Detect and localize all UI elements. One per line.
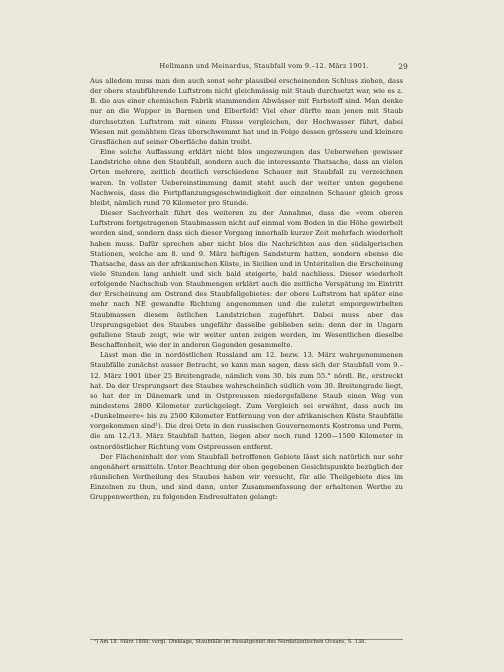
paragraph-2: Eine solche Auffassung erklärt nicht blos ungezwungen das Ueberwehen gewisser Landstriche ohne den Staubfall, sondern auch die interessante Thatsache, dass an vielen Orten mehrere, zeitlich deutlich verschiedene Schauer mit Staubfall zu verzeichnen waren. In vollster Uebereinstimmung damit steht auch der weiter unten gegebene Nachweis, dass die Fortpflanzungsgeschwindigkeit der einzelnen Schauer gleich gross bleibt, nämlich rund 70 Kilometer pro Stunde.	[90, 148, 403, 207]
body-text	[90, 76, 403, 503]
paragraph-5: Der Flächeninhalt der vom Staubfall betroffenen Gebiete lässt sich natürlich nur sehr angenähert ermitteln. Unter Beachtung der oben gegebenen Gesichtspunkte bezüglich der räumlichen Vertheilung des Staubes haben wir versucht, für alle Theilgebiete dies im Einzelnen zu thun, und sind dann, unter Zusammenfassung der erhaltenen Werthe zu Gruppenwerthen, zu folgenden Endresultaten gelangt:	[90, 452, 403, 502]
running-header	[90, 62, 408, 71]
footnote: ¹) Am 18. März 1888; vergl. Dinklage, Staubfälle im Passatgebiet des Nordatlantischen Oceans, S. 138.	[94, 639, 367, 645]
running-title: Hellmann und Meinardus, Staubfall vom 9.–12. März 1901.	[159, 62, 369, 70]
paragraph-1: Aus alledem muss man den auch sonst sehr plausibel erscheinenden Schluss ziehen, dass der obere staubführende Luftstrom nicht gleichmässig mit Staub durchsetzt war, wie es z. B. die aus einer chemischen Fabrik stammenden Abwässer mit Farbstoff sind. Man denke nur an die Wupper in Barmen und Elberfeld! Viel eher dürfte man jenen mit Staub durchsetzten Luftstrom mit einem Flusse vergleichen, der Hochwasser führt, dabei Wiesen mit gemähtem Gras überschwemmt hat und in Folge dessen grössere und kleinere Grasflächen auf seiner Oberfläche dahin treibt.	[90, 77, 403, 146]
paragraph-4: Lässt man die in nordöstlichen Russland am 12. bezw. 13. März wahrgenommenen Staubfälle zunächst ausser Betracht, so kann man sagen, dass sich der Staubfall vom 9.–12. März 1901 über 25 Breitengrade, nämlich vom 30. bis zum 55.° nördl. Br., erstreckt hat. Da der Ursprungsort des Staubes wahrscheinlich südlich vom 30. Breitengrade liegt, so hat der in Dänemark und in Ostpreussen niedergefallene Staub einen Weg von mindestens 2800 Kilometer zurückgelegt. Zum Vergleich sei erwähnt, dass auch im »Dunkelmeere« bis zu 2500 Kilometer Entfernung von der afrikanischen Küste Staubfälle vorgekommen sind¹). Die drei Orte in den russischen Gouvernements Kostroma und Perm, die am 12./13. März Staubfall hatten, liegen aber noch rund 1200—1500 Kilometer in ostnordöstlicher Richtung vom Ostpreussen entfernt.	[90, 351, 403, 451]
paragraph-3: Dieser Sachverhalt führt des weiteren zu der Annahme, dass die »vom oberen Luftstrom fortgetragenen Staubmassen nicht auf einmal vom Boden in die Höhe gewirbelt worden sind, sondern dass sich dieser Vorgang innerhalb kurzer Zeit mehrfach wiederholt haben muss. Dafür sprechen aber nicht blos die Nachrichten aus den südalgerischen Stationen, welche am 8. und 9. März heftigen Sandsturm hatten, sondern ebenso die Thatsache, dass an der afrikanischen Küste, in Sicilien und in Unteritalien die Erscheinung viele Stunden lang anhielt und sich bald steigerte, bald nachliess. Dieser wiederholt erfolgende Nachschub von Staubmengen erklärt auch die zeitliche Verspätung im Eintritt der Erscheinung am Ostrand des Staubfallgebietes: der obere Luftstrom hat später eine mehr nach NE gewandte Richtung angenommen und die zuletzt emporgewirbelten Staubmassen diesem östlichen Landstrichen zugeführt. Dabei muss aber das Ursprungsgebiet des Staubes ungefähr dasselbe geblieben sein: denn der in Ungarn gefallene Staub zeigt, wie wir weiter unten zeigen werden, im Wesentlichen dieselbe Beschaffenheit, wie der in anderen Gegenden gesammelte.	[90, 209, 403, 350]
page-number: 29	[398, 62, 408, 71]
